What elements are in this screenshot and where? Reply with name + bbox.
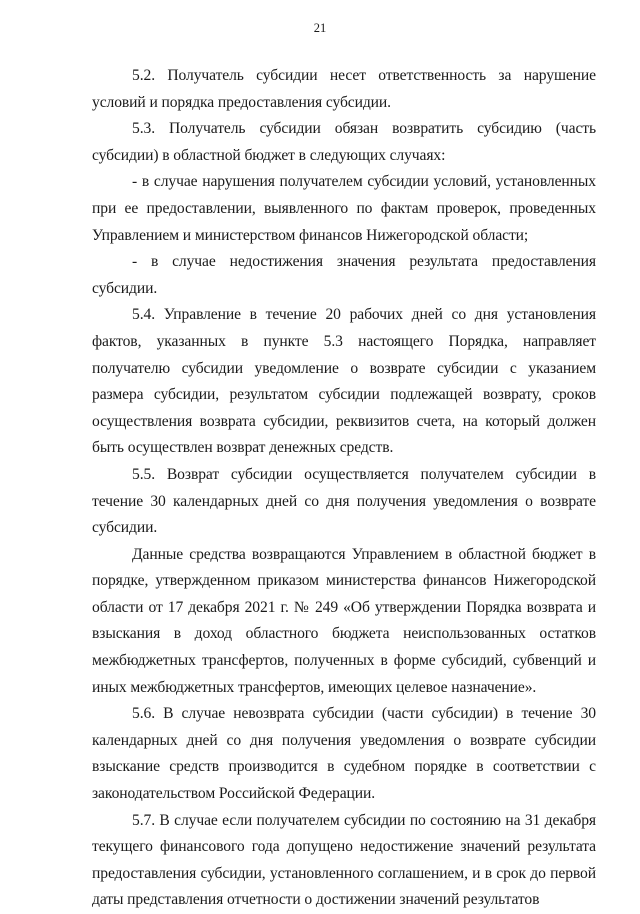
paragraph-5-5-return-procedure: Данные средства возвращаются Управлением в областной бюджет в порядке, утвержденном приказом министерства финансов Нижегородской области от 17 декабря 2021 г. № 249 «Об утверждении Порядка возврата и взыскания в доход областного бюджета неиспользованных остатков межбюджетных трансфертов, полученных в форме субсидий, субвенций и иных межбюджетных трансфертов, имеющих целевое назначение». (92, 545, 596, 696)
paragraph-5-2: 5.2. Получатель субсидии несет ответственность за нарушение условий и порядка предоставления субсидии. (92, 67, 596, 111)
paragraph-5-4: 5.4. Управление в течение 20 рабочих дней со дня установления фактов, указанных в пункте 5.3 настоящего Порядка, направляет получателю субсидии уведомление о возврате субсидии с указанием размера субсидии, результатом субсидии подлежащей возврату, сроков осуществления возврата субсидии, реквизитов счета, на который должен быть осуществлен возврат денежных средств. (92, 306, 596, 457)
paragraph-5-3-case-result: - в случае недостижения значения результата предоставления субсидии. (92, 253, 596, 297)
document-body (92, 63, 596, 914)
paragraph-5-7: 5.7. В случае если получателем субсидии по состоянию на 31 декабря текущего финансового года допущено недостижение значений результата предоставления субсидии, установленного соглашением, и в срок до первой даты представления отчетности о достижении значений результатов (92, 811, 596, 909)
paragraph-5-6: 5.6. В случае невозврата субсидии (части субсидии) в течение 30 календарных дней со дня получения уведомления о возврате субсидии взыскание средств производится в судебном порядке в соответствии с законодательством Российской Федерации. (92, 705, 596, 803)
paragraph-5-3-case-violation: - в случае нарушения получателем субсидии условий, установленных при ее предоставлении, выявленного по фактам проверок, проведенных Управлением и министерством финансов Нижегородской области; (92, 173, 596, 244)
paragraph-5-3: 5.3. Получатель субсидии обязан возвратить субсидию (часть субсидии) в областной бюджет в следующих случаях: (92, 120, 596, 164)
page-number: 21 (313, 21, 327, 35)
paragraph-5-5: 5.5. Возврат субсидии осуществляется получателем субсидии в течение 30 календарных дней со дня получения уведомления о возврате субсидии. (92, 465, 596, 537)
